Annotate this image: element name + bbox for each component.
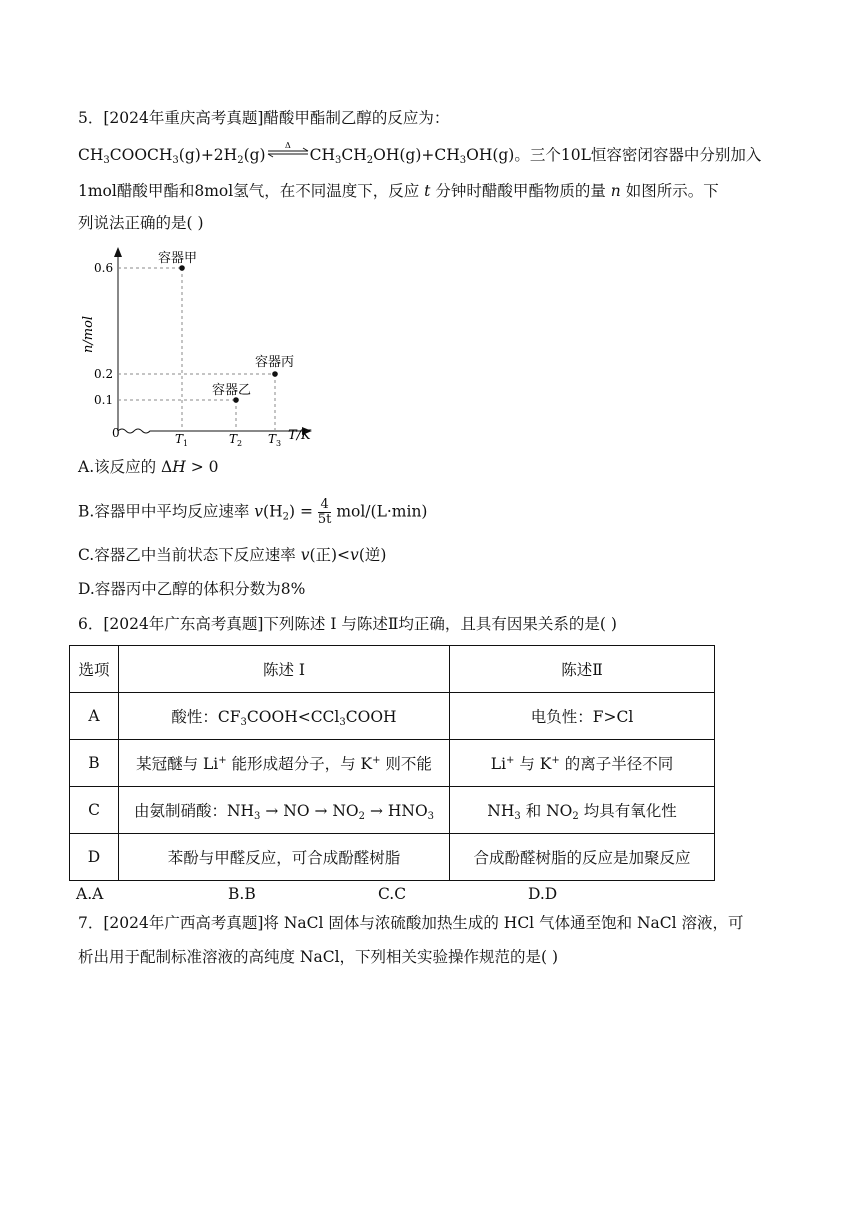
q5-line4: 列说法正确的是( ) (78, 214, 204, 232)
q5-line3-b: 分钟时醋酸甲酯物质的量 (435, 182, 606, 200)
point-label: 容器丙 (255, 355, 295, 370)
row-option: B (70, 740, 119, 787)
q5-line3: 1mol醋酸甲酯和8mol氢气，在不同温度下，反应 t 分钟时醋酸甲酯物质的量 n 如图所示。下 (78, 182, 719, 200)
q5-equation-tail: 。三个10L恒容密闭容器中分别加入 (514, 146, 762, 164)
header-option: 选项 (70, 646, 119, 693)
q5-option-a: A.该反应的 ΔH > 0 (78, 458, 219, 476)
q5-title: 5．[2024年重庆高考真题]醋酸甲酯制乙醇的反应为： (78, 109, 450, 127)
row-option: D (70, 834, 119, 881)
q6-title: 6．[2024年广东高考真题]下列陈述 I 与陈述Ⅱ均正确，且具有因果关系的是( ) (78, 615, 617, 633)
row-statement-2: Li+ 与 K+ 的离子半径不同 (450, 740, 715, 787)
rate-fraction: $\frac{4}{5t}$ (317, 497, 332, 527)
q5-option-d: D.容器丙中乙醇的体积分数为8% (78, 580, 306, 598)
x-axis-label: T/K (288, 428, 311, 443)
x-tick-label: $T_3$ (268, 432, 282, 448)
row-statement-2: 电负性：F>Cl (450, 693, 715, 740)
header-statement-2: 陈述Ⅱ (450, 646, 715, 693)
q5-option-b-unit: mol/(L·min) (336, 502, 428, 521)
x-tick-label: $T_1$ (175, 432, 189, 448)
y-tick-label: 0.2 (94, 367, 114, 381)
q5-line3-a: 1mol醋酸甲酯和8mol氢气，在不同温度下，反应 (78, 182, 420, 200)
q6-choice-a: A.A (76, 885, 104, 903)
q7-line1: 7．[2024年广西高考真题]将 NaCl 固体与浓硫酸加热生成的 HCl 气体通至饱和 NaCl 溶液，可 (78, 914, 744, 932)
q6-choice-d: D.D (528, 885, 558, 903)
q5-option-c: C.容器乙中当前状态下反应速率 v(正)<v(逆) (78, 546, 387, 564)
q6-table (69, 645, 715, 881)
data-point (179, 265, 185, 271)
q5-equation: $CH_3COOCH_3(g)+2H_2(g)$ Δ $CH_3CH_2OH(g)+CH_3OH(g)$。三个10L恒容密闭容器中分别加入 (78, 142, 762, 166)
row-statement-2: $NH_3$ 和 $NO_2$ 均具有氧化性 (450, 787, 715, 834)
point-label: 容器乙 (212, 383, 252, 398)
reversible-arrow-icon (266, 142, 310, 156)
row-statement-1: 由氨制硝酸：$NH_3$ → NO → $NO_2 \to HNO_3$ (119, 787, 450, 834)
q5-option-b-label: B.容器甲中平均反应速率 (78, 502, 250, 521)
q7-line2: 析出用于配制标准溶液的高纯度 NaCl，下列相关实验操作规范的是( ) (78, 948, 559, 966)
q5-option-a-label: A.该反应的 (78, 458, 157, 476)
q6-choice-c: C.C (378, 885, 407, 903)
data-point (272, 371, 278, 377)
y-axis-label: n/mol (81, 315, 96, 353)
row-statement-2: 合成酚醛树脂的反应是加聚反应 (450, 834, 715, 881)
q5-line3-c: 如图所示。下 (625, 182, 719, 200)
header-statement-1: 陈述 I (119, 646, 450, 693)
origin-label: 0 (112, 426, 120, 440)
table-row (70, 834, 715, 881)
axis-break-icon (118, 429, 152, 433)
table-row (70, 693, 715, 740)
table-row (70, 740, 715, 787)
q5-chart (78, 245, 328, 450)
table-header-row (70, 646, 715, 693)
point-label: 容器甲 (158, 251, 198, 266)
y-tick-label: 0.6 (94, 261, 114, 275)
y-axis-arrow-icon (114, 247, 122, 257)
row-statement-1: 苯酚与甲醛反应，可合成酚醛树脂 (119, 834, 450, 881)
row-statement-1: 酸性：$CF_3COOH<CCl_3COOH$ (119, 693, 450, 740)
q6-choice-b: B.B (228, 885, 256, 903)
q5-option-c-label: C.容器乙中当前状态下反应速率 (78, 546, 296, 564)
svg-text:Δ: Δ (284, 142, 291, 150)
row-option: C (70, 787, 119, 834)
row-statement-1: 某冠醚与 Li+ 能形成超分子，与 K+ 则不能 (119, 740, 450, 787)
data-point (233, 397, 239, 403)
table-row (70, 787, 715, 834)
q5-option-b: B.容器甲中平均反应速率 $v(H_2)$ = $\frac{4}{5t}$ mol/(L·min) (78, 497, 428, 527)
x-tick-label: $T_2$ (229, 432, 243, 448)
y-tick-label: 0.1 (94, 393, 114, 407)
row-option: A (70, 693, 119, 740)
